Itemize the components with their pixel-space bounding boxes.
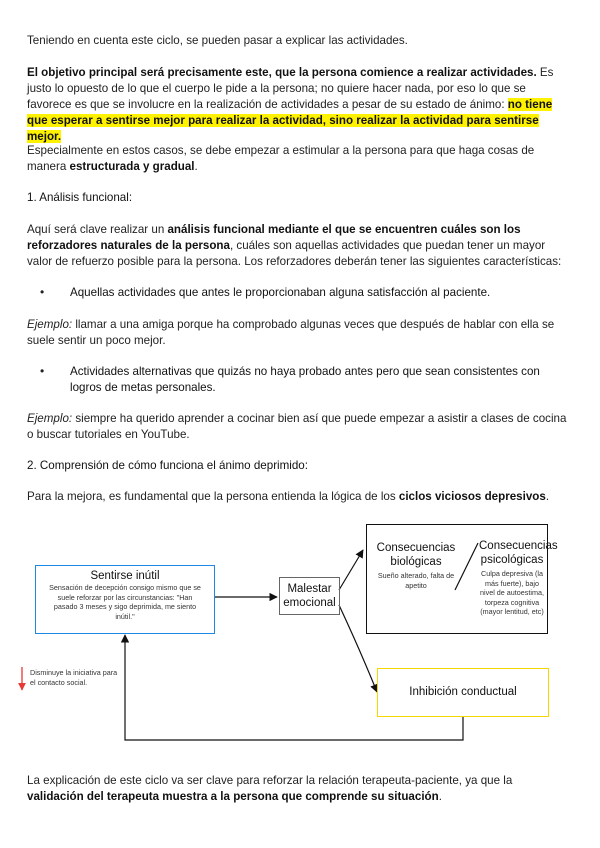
inhibicion-label: Inhibición conductual [409,686,517,698]
consequences-box [366,524,558,634]
bullet-text-1: Aquellas actividades que antes le proporcionaban alguna satisfacción al paciente. [70,286,491,299]
objective-bold: El objetivo principal será precisamente este, que la persona comience a realizar actividades. [27,66,537,79]
bio-section [371,541,461,590]
bio-desc: Sueño alterado, falta de apetito [377,571,455,590]
bullet-dot: • [40,285,45,299]
example-1 [27,317,572,349]
psi-title: Consecuencias psicológicas [479,540,558,566]
example-label-1: Ejemplo: [27,318,73,331]
closing-end: . [438,790,442,803]
objective-paragraph [27,65,572,145]
cycles-end: . [545,490,550,503]
stimulate-end: . [194,160,198,173]
fa-text-a: Aquí será clave realizar un [27,223,168,236]
bio-title: Consecuencias biológicas [376,542,456,568]
bullet-text-2: Actividades alternativas que quizás no haya probado antes pero que sean consistentes con logros de metas personales. [70,365,540,394]
psi-section [479,539,558,617]
stimulate-bold: estructurada y gradual [69,160,195,173]
example-label-2: Ejemplo: [27,412,73,425]
sentirse-title: Sentirse inútil [90,570,160,582]
objective-text: Es justo lo opuesto de lo que el cuerpo le pide a la persona; no quiere hacer nada, por eso lo que se favorece es que se involucre en la realización de actividades a pesar de su estado de ánimo: [27,66,554,111]
cycles-paragraph [27,489,572,505]
heading-depressed-mood: 2. Comprensión de cómo funciona el ánimo deprimido: [27,459,308,472]
fa-text-b: , cuáles son aquellas actividades que puedan tener un mayor valor de refuerzo posible para la persona. Los reforzadores deberán tener las siguientes características: [27,239,562,268]
arrow-to-consequences [339,550,363,590]
functional-analysis-paragraph [27,222,572,270]
example-text-2: siempre ha querido aprender a cocinar bien así que puede empezar a asistir a clases de cocina o buscar tutoriales en YouTube. [27,412,567,441]
intro-paragraph: Teniendo en cuenta este ciclo, se pueden pasar a explicar las actividades. [27,34,408,47]
stimulate-paragraph [27,143,572,175]
fa-bold: análisis funcional mediante el que se encuentren cuáles son los reforzadores naturales de la persona [27,223,521,252]
heading-functional-analysis: 1. Análisis funcional: [27,191,133,204]
example-2 [27,411,572,443]
inhibicion-box [377,668,549,717]
bullet-dot: • [40,364,45,378]
closing-paragraph [27,773,572,805]
example-text-1: llamar a una amiga porque ha comprobado algunas veces que después de hablar con ella se suele sentir un poco mejor. [27,318,555,347]
stimulate-text: Especialmente en estos casos, se debe empezar a estimular a la persona para que haga cosas de manera [27,144,535,173]
objective-highlight: no tiene que esperar a sentirse mejor para realizar la actividad, sino realizar la actividad para sentirse mejor. [27,98,553,143]
cycles-bold: ciclos viciosos depresivos [398,490,546,503]
malestar-box [279,577,340,615]
sentirse-inutil-box [35,565,215,634]
psi-desc: Culpa depresiva (la más fuerte), bajo nivel de autoestima, torpeza cognitiva (mayor lentitud, etc) [480,569,544,616]
cycles-text: Para la mejora, es fundamental que la persona entienda la lógica de los [27,490,399,503]
disminuye-note: Disminuye la iniciativa para el contacto social. [30,668,118,687]
bullet-item-2 [27,364,572,396]
closing-bold: validación del terapeuta muestra a la persona que comprende su situación [27,790,439,803]
malestar-label: Malestar emocional [283,583,336,609]
bullet-item-1 [27,285,572,301]
sentirse-desc: Sensación de decepción consigo mismo que se suele reforzar por las circunstancias: "Han pasado 3 meses y sigo deprimida, me siento inútil." [49,583,201,621]
closing-text: La explicación de este ciclo va ser clave para reforzar la relación terapeuta-paciente, ya que la [27,774,513,787]
